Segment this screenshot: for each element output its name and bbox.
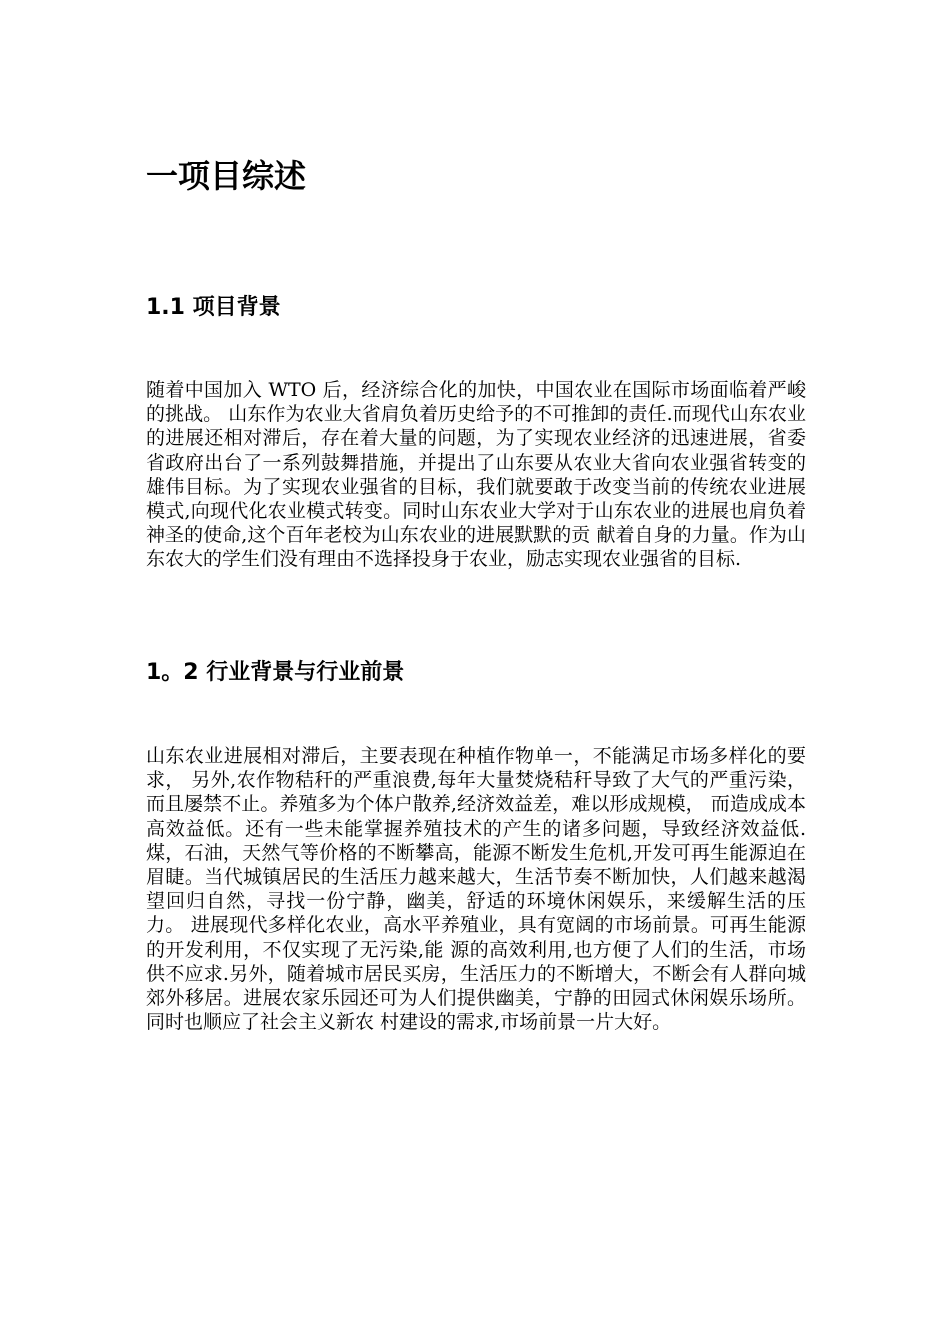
chapter-title: 一项目综述 bbox=[146, 157, 307, 195]
section-paragraph-background: 随着中国加入 WTO 后，经济综合化的加快，中国农业在国际市场面临着严峻的挑战。 山东作为农业大省肩负着历史给予的不可推卸的责任.而现代山东农业的进展还相对滞后，存在着大量的问题，为了实现农业经济的迅速进展，省委省政府出台了一系列鼓舞措施，并提出了山东要从农业大省向农业强省转变的雄伟目标。为了实现农业强省的目标，我们就要敢于改变当前的传统农业进展模式,向现代化农业模式转变。同时山东农业大学对于山东农业的进展也肩负着神圣的使命,这个百年老校为山东农业的进展默默的贡 献着自身的力量。作为山东农大的学生们没有理由不选择投身于农业，励志实现农业强省的目标. bbox=[146, 379, 806, 571]
section-heading-industry: 1。2 行业背景与行业前景 bbox=[146, 660, 405, 685]
section-heading-background: 1.1 项目背景 bbox=[146, 295, 281, 320]
section-paragraph-industry: 山东农业进展相对滞后，主要表现在种植作物单一，不能满足市场多样化的要求， 另外,农作物秸秆的严重浪费,每年大量焚烧秸秆导致了大气的严重污染，而且屡禁不止。养殖多为个体户散养,经济效益差，难以形成规模， 而造成成本高效益低。还有一些未能掌握养殖技术的产生的诸多问题，导致经济效益低. 煤，石油，天然气等价格的不断攀高，能源不断发生危机,开发可再生能源迫在眉睫。当代城镇居民的生活压力越来越大，生活节奏不断加快，人们越来越渴望回归自然，寻找一份宁静，幽美，舒适的环境休闲娱乐，来缓解生活的压力。 进展现代多样化农业，高水平养殖业，具有宽阔的市场前景。可再生能源的开发利用，不仅实现了无污染,能 源的高效利用,也方便了人们的生活，市场供不应求.另外，随着城市居民买房，生活压力的不断增大，不断会有人群向城郊外移居。进展农家乐园还可为人们提供幽美，宁静的田园式休闲娱乐场所。 同时也顺应了社会主义新农 村建设的需求,市场前景一片大好。 bbox=[146, 745, 806, 1034]
